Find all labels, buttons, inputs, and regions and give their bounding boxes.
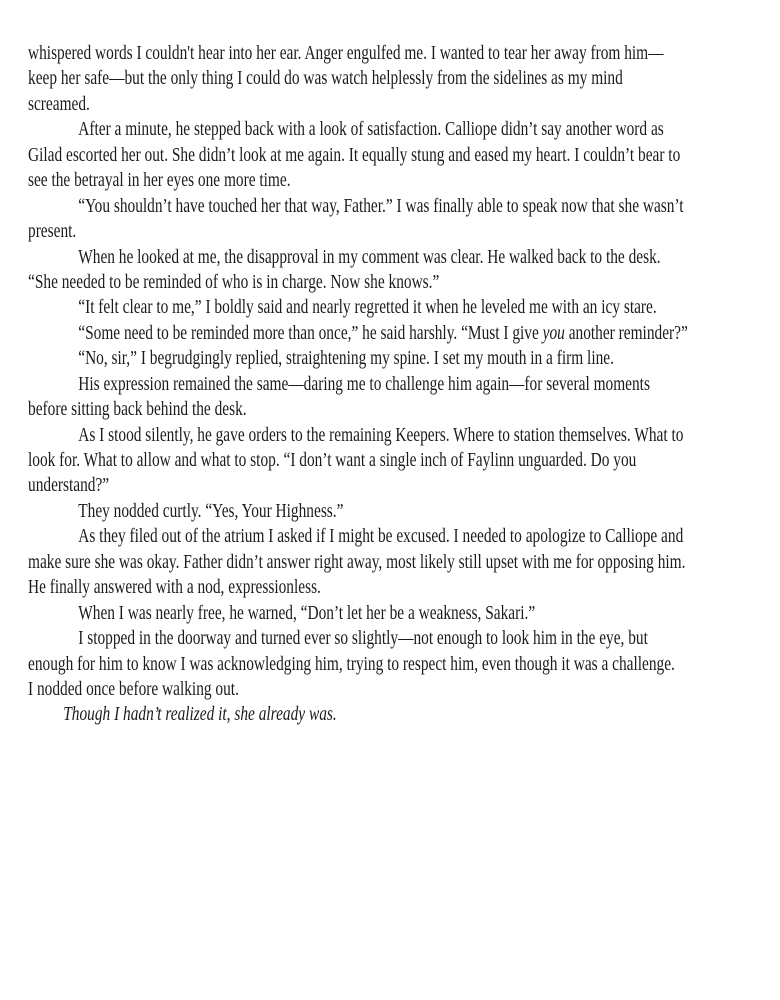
text-line	[28, 219, 780, 244]
text-line	[28, 270, 780, 295]
text-segment: make sure she was okay. Father didn’t answer right away, most likely still upset with me for opposing him.	[28, 550, 686, 573]
text-segment: “You shouldn’t have touched her that way, Father.” I was finally able to speak now that she wasn’t	[78, 194, 684, 217]
text-line	[28, 295, 780, 320]
text-line	[28, 448, 780, 473]
text-segment: When I was nearly free, he warned, “Don’t let her be a weakness, Sakari.”	[78, 601, 536, 624]
text-segment: screamed.	[28, 92, 90, 115]
text-line	[28, 397, 780, 422]
text-line	[28, 92, 780, 117]
text-segment: understand?”	[28, 474, 110, 497]
text-line	[28, 626, 780, 651]
text-segment: I stopped in the doorway and turned ever so slightly—not enough to look him in the eye, but	[78, 627, 648, 650]
text-segment: before sitting back behind the desk.	[28, 398, 247, 421]
text-line	[28, 677, 780, 702]
text-line	[28, 66, 780, 91]
text-line	[28, 652, 780, 677]
text-line	[28, 550, 780, 575]
text-line	[28, 499, 780, 524]
text-segment: enough for him to know I was acknowledging him, trying to respect him, even though it was a challenge.	[28, 652, 675, 675]
text-line	[28, 702, 780, 727]
text-segment: He finally answered with a nod, expressionless.	[28, 576, 321, 599]
text-segment: I nodded once before walking out.	[28, 677, 239, 700]
text-line	[28, 321, 780, 346]
text-line	[28, 473, 780, 498]
text-segment: whispered words I couldn't hear into her ear. Anger engulfed me. I wanted to tear her away from him—	[28, 42, 664, 64]
text-line	[28, 601, 780, 626]
text-line	[28, 524, 780, 549]
text-segment: “Some need to be reminded more than once,” he said harshly. “Must I give	[78, 321, 543, 344]
text-line	[28, 41, 780, 66]
text-segment: As I stood silently, he gave orders to the remaining Keepers. Where to station themselves. What to	[78, 423, 684, 446]
page-text	[28, 41, 780, 728]
text-segment: another reminder?”	[564, 321, 688, 344]
text-segment: you	[542, 321, 565, 344]
text-line	[28, 372, 780, 397]
text-segment: Gilad escorted her out. She didn’t look at me again. It equally stung and eased my heart. I couldn’t bear to	[28, 143, 681, 166]
text-segment: see the betrayal in her eyes one more time.	[28, 169, 291, 192]
text-segment: “She needed to be reminded of who is in charge. Now she knows.”	[28, 270, 440, 293]
text-segment: When he looked at me, the disapproval in my comment was clear. He walked back to the desk.	[78, 245, 661, 268]
text-segment: keep her safe—but the only thing I could do was watch helplessly from the sidelines as my mind	[28, 67, 623, 90]
text-line	[28, 346, 780, 371]
text-line	[28, 117, 780, 142]
text-segment: His expression remained the same—daring me to challenge him again—for several moments	[78, 372, 650, 395]
text-segment: “No, sir,” I begrudgingly replied, straightening my spine. I set my mouth in a firm line.	[78, 347, 614, 370]
text-segment: As they filed out of the atrium I asked if I might be excused. I needed to apologize to Calliope and	[78, 525, 684, 548]
text-segment: Though I hadn’t realized it, she already was.	[63, 703, 337, 726]
text-line	[28, 575, 780, 600]
text-line	[28, 143, 780, 168]
text-segment: After a minute, he stepped back with a look of satisfaction. Calliope didn’t say another word as	[78, 118, 664, 141]
text-segment: They nodded curtly. “Yes, Your Highness.”	[78, 499, 344, 522]
text-segment: look for. What to allow and what to stop. “I don’t want a single inch of Faylinn unguarded. Do you	[28, 449, 637, 471]
text-segment: present.	[28, 220, 77, 243]
text-line	[28, 168, 780, 193]
text-line	[28, 194, 780, 219]
text-line	[28, 423, 780, 448]
text-line	[28, 245, 780, 270]
text-segment: “It felt clear to me,” I boldly said and nearly regretted it when he leveled me with an icy stare.	[78, 296, 657, 319]
